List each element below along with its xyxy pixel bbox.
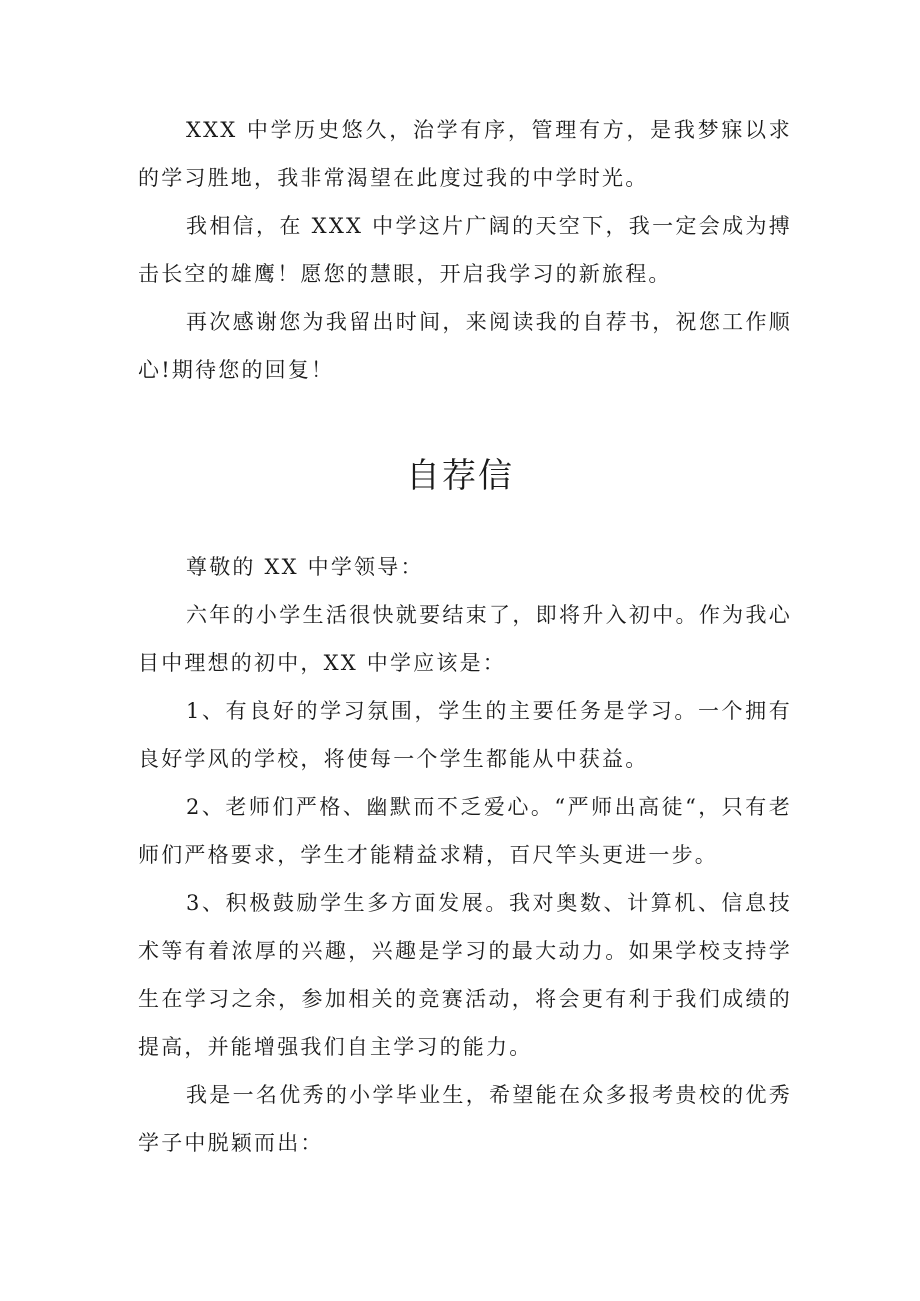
paragraph-point-2: 2、老师们严格、幽默而不乏爱心。“严师出高徒“，只有老师们严格要求，学生才能精益求精，百尺竿头更进一步。	[138, 795, 792, 867]
paragraph-belief: 我相信，在 XXX 中学这片广阔的天空下，我一定会成为搏击长空的雄鹰！愿您的慧眼，开启我学习的新旅程。	[138, 214, 792, 286]
paragraph-self-intro: 我是一名优秀的小学毕业生，希望能在众多报考贵校的优秀学子中脱颖而出：	[138, 1083, 792, 1155]
paragraph-thanks: 再次感谢您为我留出时间，来阅读我的自荐书，祝您工作顺心!期待您的回复！	[138, 310, 792, 382]
paragraph-point-1: 1、有良好的学习氛围，学生的主要任务是学习。一个拥有良好学风的学校，将使每一个学生都能从中获益。	[138, 699, 792, 771]
salutation: 尊敬的 XX 中学领导：	[186, 555, 424, 579]
letter-title: 自荐信	[406, 456, 514, 496]
paragraph-school-history: XXX 中学历史悠久，治学有序，管理有方，是我梦寐以求的学习胜地，我非常渴望在此度过我的中学时光。	[138, 118, 792, 190]
paragraph-intro: 六年的小学生活很快就要结束了，即将升入初中。作为我心目中理想的初中，XX 中学应该是：	[138, 603, 792, 675]
paragraph-point-3: 3、积极鼓励学生多方面发展。我对奥数、计算机、信息技术等有着浓厚的兴趣，兴趣是学习的最大动力。如果学校支持学生在学习之余，参加相关的竞赛活动，将会更有利于我们成绩的提高，并能增强我们自主学习的能力。	[138, 891, 792, 1059]
